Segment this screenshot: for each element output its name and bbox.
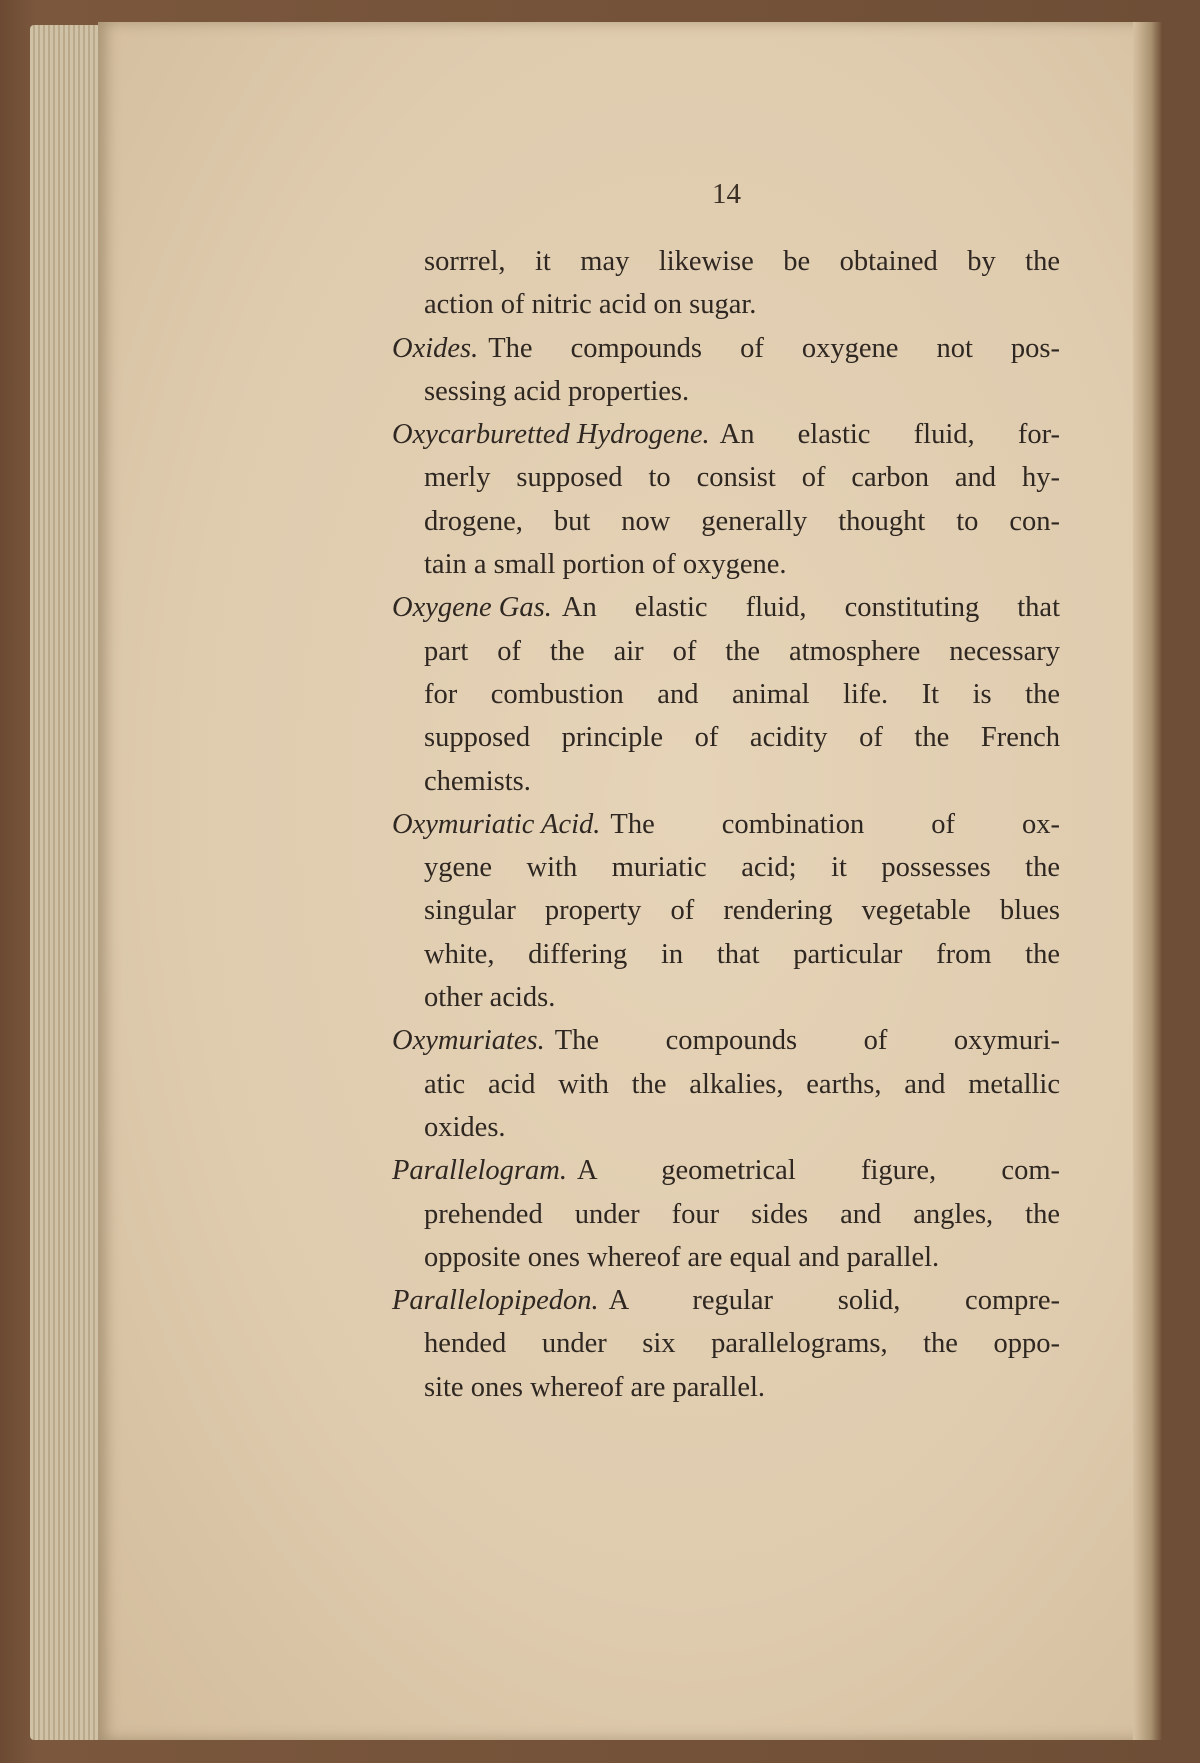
text-line: opposite ones whereof are equal and parallel. [424, 1241, 940, 1273]
entry-first-line [392, 803, 1060, 846]
entry-definition-start: A regular solid, compre- [608, 1285, 1060, 1317]
entry-first-line [392, 586, 1060, 629]
text-line: other acids. [424, 982, 556, 1014]
entry-first-line [392, 1279, 1060, 1322]
text-line: hended under six parallelograms, the oppo- [424, 1328, 1060, 1360]
text-line: drogene, but now generally thought to con- [424, 505, 1060, 537]
entry-definition-start: An elastic fluid, constituting that [561, 592, 1060, 624]
page-number: 14 [712, 178, 741, 210]
text-line: chemists. [424, 765, 531, 797]
text-line: action of nitric acid on sugar. [424, 289, 757, 321]
entry-definition-start: An elastic fluid, for- [719, 419, 1060, 451]
entry-first-line [392, 1149, 1060, 1192]
text-line: singular property of rendering vegetable blues [424, 895, 1060, 927]
gutter [1133, 22, 1163, 1740]
text-line: for combustion and animal life. It is the [424, 678, 1060, 710]
entry-definition-start: The combination of ox- [610, 808, 1060, 840]
glossary-entry [392, 1149, 1060, 1279]
entry-headword: Parallelopipedon. [392, 1285, 599, 1317]
text-line: prehended under four sides and angles, the [424, 1198, 1060, 1230]
text-line: site ones whereof are parallel. [424, 1371, 766, 1403]
glossary-entry [392, 803, 1060, 1019]
glossary-entry [392, 327, 1060, 414]
page-text [392, 240, 1060, 1409]
text-line: merly supposed to consist of carbon and hy- [424, 462, 1060, 494]
text-line: tain a small portion of oxygene. [424, 549, 787, 581]
glossary-entry [392, 413, 1060, 586]
text-line: white, differing in that particular from the [424, 938, 1060, 970]
glossary-entry [392, 1279, 1060, 1409]
text-line: sorrrel, it may likewise be obtained by the [424, 246, 1060, 277]
text-line: atic acid with the alkalies, earths, and metallic [424, 1068, 1060, 1100]
entry-headword: Oxides. [392, 332, 479, 364]
entry-headword: Parallelogram. [392, 1155, 567, 1187]
entry-definition-start: A geometrical figure, com- [576, 1155, 1060, 1187]
entry-headword: Oxymuriatic Acid. [392, 808, 601, 840]
entry-headword: Oxygene Gas. [392, 592, 552, 624]
entry-first-line [392, 1019, 1060, 1062]
entry-definition-start: The compounds of oxygene not pos- [488, 332, 1060, 364]
entry-first-line [392, 327, 1060, 370]
text-line: ygene with muriatic acid; it possesses the [424, 852, 1060, 884]
entry-headword: Oxymuriates. [392, 1025, 545, 1057]
glossary-entry [392, 1019, 1060, 1149]
text-line: oxides. [424, 1111, 506, 1143]
text-line: part of the air of the atmosphere necessary [424, 635, 1060, 667]
text-line: supposed principle of acidity of the French [424, 722, 1060, 754]
entry-definition-start: The compounds of oxymuri- [554, 1025, 1060, 1057]
entry-first-line [392, 413, 1060, 456]
entry-headword: Oxycarburetted Hydrogene. [392, 419, 710, 451]
continuation-paragraph [392, 240, 1060, 327]
text-line: sessing acid properties. [424, 375, 690, 407]
glossary-entry [392, 586, 1060, 802]
